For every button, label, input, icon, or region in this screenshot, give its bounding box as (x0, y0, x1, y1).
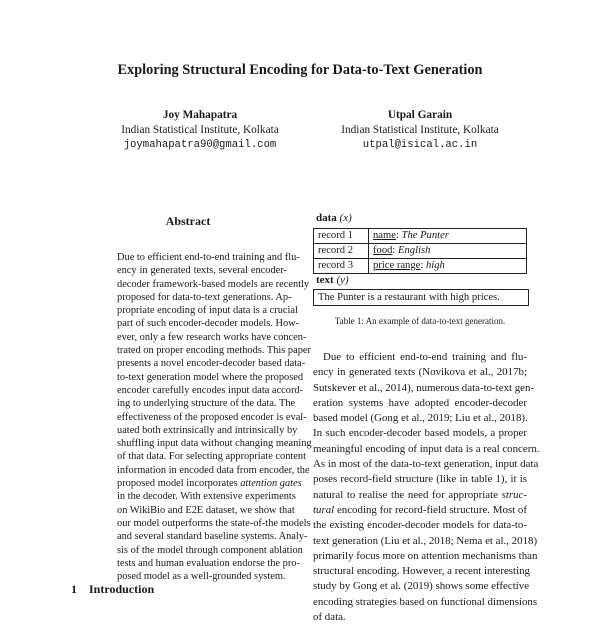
paper-title: Exploring Structural Encoding for Data-to-Text Generation (117, 62, 483, 78)
author-2 (320, 108, 520, 153)
intro-line-text: encoding for record-field structure. Most of (336, 503, 527, 516)
data-table (313, 228, 527, 274)
intro-emphasis: tural (313, 503, 335, 516)
abstract-line: in the decoder. With extensive experiments (117, 491, 296, 503)
table-data-label (316, 212, 352, 224)
section-heading (71, 582, 154, 597)
intro-line: In such encoder-decoder based models, a proper (313, 427, 527, 440)
intro-line: study by Gong et al. (2019) shows some effective (313, 580, 530, 593)
output-text-box: The Punter is a restaurant with high prices. (313, 289, 529, 306)
abstract-line: ever, only a few research works have concen- (117, 331, 307, 343)
author-1 (100, 108, 300, 153)
abstract-line: Due to efficient end-to-end training and flu- (117, 252, 300, 263)
abstract-line: trated on proper encoding methods. This paper (117, 345, 312, 357)
field-cell: price range: high (369, 259, 527, 274)
text-var: (y) (336, 274, 349, 286)
table-row (314, 259, 527, 274)
author-name: Joy Mahapatra (162, 109, 238, 121)
table-row (314, 244, 527, 259)
abstract-line: ency in generated texts, several encoder- (117, 265, 287, 277)
section-number: 1 (71, 582, 77, 596)
author-affiliation: Indian Statistical Institute, Kolkata (121, 124, 279, 136)
intro-line: eration systems have adopted encoder-decoder (313, 396, 527, 409)
abstract-line: sis of the model through component ablation (117, 544, 303, 556)
abstract-line: proposed model incorporates attention gates (117, 478, 302, 490)
author-email[interactable]: utpal@isical.ac.in (362, 139, 478, 151)
abstract-line: on WikiBio and E2E dataset, we show that (117, 504, 295, 516)
abstract-body (117, 251, 312, 583)
text-label: text (316, 274, 334, 286)
abstract-line: ing to underlying structure of the data. The (117, 398, 296, 410)
record-cell: record 3 (314, 259, 369, 274)
field-name: food (373, 245, 393, 256)
field-cell: food: English (369, 244, 527, 259)
abstract-line: tests and human evaluation endorse the pro- (117, 557, 300, 569)
intro-line: natural to realise the need for appropriate struc- (313, 488, 527, 501)
intro-line: text generation (Liu et al., 2018; Nema et al., 2018) (313, 534, 538, 547)
intro-body (313, 350, 540, 625)
table-text-label (316, 274, 349, 286)
abstract-line: our model outperforms the state-of-the models (117, 517, 311, 529)
section-title: Introduction (89, 582, 155, 596)
record-cell: record 1 (314, 229, 369, 244)
table-caption: Table 1: An example of data-to-text generation. (334, 316, 506, 326)
abstract-line: uated both extrinsically and intrinsically by (117, 424, 298, 436)
table-row (314, 229, 527, 244)
intro-line: As in most of the data-to-text generation, input data (313, 458, 539, 471)
field-name: name (373, 230, 396, 241)
abstract-line: of that data. For selecting appropriate content (117, 451, 306, 463)
data-var: (x) (339, 212, 352, 224)
author-name: Utpal Garain (387, 109, 453, 121)
field-value: high (425, 260, 445, 271)
abstract-line: part of such encoder-decoder models. How- (117, 318, 300, 330)
intro-line: Sutskever et al., 2014), numerous data-to-text gen- (313, 381, 535, 394)
abstract-line: decoder framework-based models are recently (117, 278, 310, 290)
field-cell: name: The Punter (369, 229, 527, 244)
abstract-line: shuffling input data without changing meaning (117, 438, 312, 450)
abstract-line: posed model as a well-grounded system. (117, 571, 286, 583)
abstract-emphasis: attention gates (240, 478, 302, 490)
intro-line: encoding strategies based on functional dimensions (313, 595, 538, 608)
intro-line: the existing encoder-decoder models for data-to- (313, 519, 527, 532)
intro-line: ency in generated texts (Novikova et al., 2017b; (313, 366, 527, 379)
abstract-line: propriate encoding of input data is a crucial (117, 305, 298, 317)
abstract-line: presents a novel encoder-decoder based data- (117, 358, 306, 370)
author-affiliation: Indian Statistical Institute, Kolkata (341, 124, 499, 136)
author-email[interactable]: joymahapatra90@gmail.com (123, 139, 277, 151)
intro-line: Due to efficient end-to-end training and flu- (323, 351, 527, 363)
field-value: The Punter (401, 230, 449, 241)
intro-emphasis: struc- (501, 488, 527, 501)
record-cell: record 2 (314, 244, 369, 259)
field-value: English (398, 245, 431, 256)
data-label: data (316, 212, 337, 224)
intro-line: primarily focus more on attention mechanisms than (313, 549, 538, 562)
field-name: price range (373, 260, 421, 271)
abstract-line: to-text generation model where the proposed (117, 371, 304, 383)
abstract-line: effectiveness of the proposed encoder is eval- (117, 411, 307, 423)
abstract-line: encoder carefully encodes input data accord- (117, 384, 304, 396)
intro-line: poses record-field structure (like in table 1), it is (313, 473, 527, 486)
intro-line: of data. (313, 611, 346, 624)
abstract-line: information in encoded data from encoder, the (117, 464, 310, 476)
intro-line (313, 503, 527, 518)
abstract-line: proposed for data-to-text generations. Ap- (117, 291, 292, 303)
abstract-line: and several standard baseline systems. Analy- (117, 531, 308, 543)
intro-line: structural encoding. However, a recent interesting (313, 565, 530, 578)
abstract-heading: Abstract (165, 214, 211, 228)
intro-line: meaningful encoding of input data is a real concern. (313, 442, 540, 455)
intro-line: based model (Gong et al., 2019; Liu et al., 2018). (313, 412, 528, 425)
